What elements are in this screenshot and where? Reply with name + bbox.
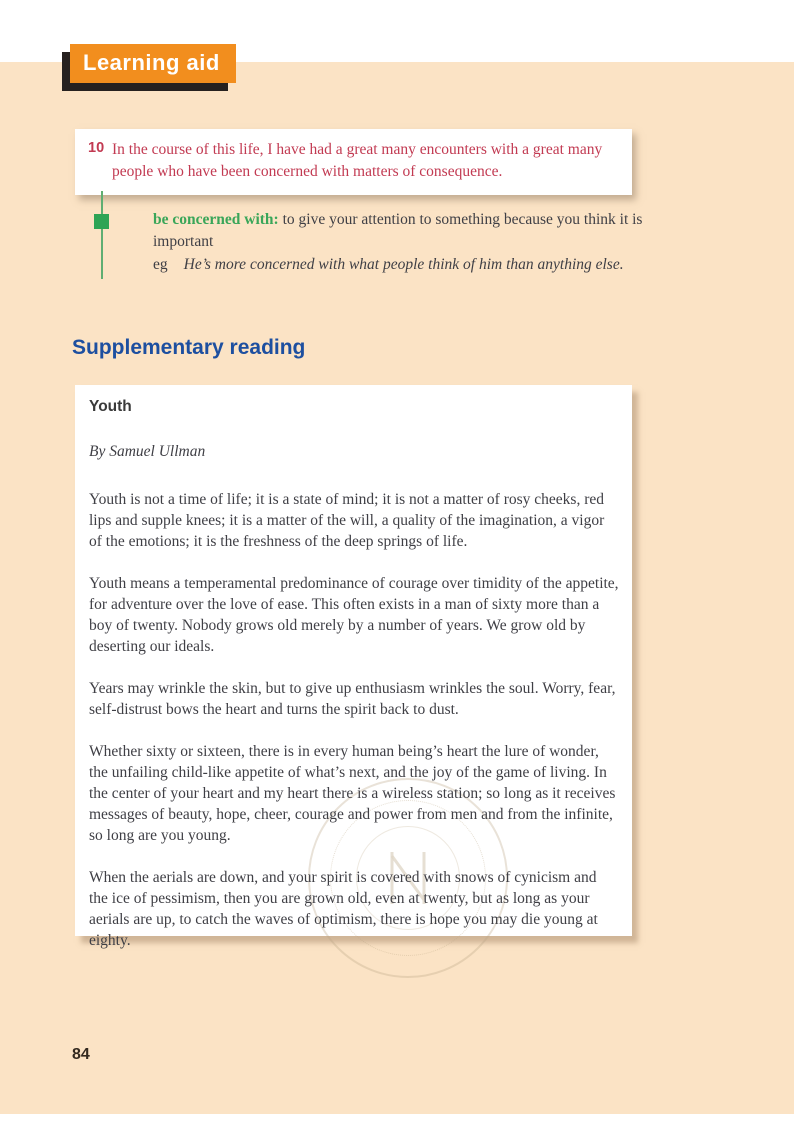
quote-box	[75, 129, 632, 195]
note-example: He’s more concerned with what people think of him than anything else.	[183, 256, 624, 273]
article-title: Youth	[89, 398, 132, 415]
page-number: 84	[72, 1046, 90, 1063]
quote-text: In the course of this life, I have had a great many encounters with a great many people who have been concerned with matters of consequence.	[112, 141, 603, 180]
vocabulary-note	[153, 209, 653, 276]
section-heading: Supplementary reading	[72, 336, 306, 359]
article-paragraph: Whether sixty or sixteen, there is in every human being’s heart the lure of wonder, the unfailing child-like appetite of what’s next, and the joy of the game of living. In the center of your heart and my heart there is a wireless station; so long as it receives messages of beauty, hope, cheer, courage and power from men and from the infinite, so long are you young.	[89, 743, 616, 844]
note-vertical-rule	[101, 191, 103, 279]
note-definition: to give your attention to something because you think it is important	[153, 211, 643, 250]
note-bullet-square	[94, 214, 109, 229]
badge-label: Learning aid	[70, 44, 236, 83]
eg-label: eg	[153, 256, 168, 273]
quote-number: 10	[88, 140, 105, 156]
article-paragraph: Years may wrinkle the skin, but to give up enthusiasm wrinkles the soul. Worry, fear, self-distrust bows the heart and turns the spirit back to dust.	[89, 680, 616, 718]
note-example-line	[153, 254, 653, 276]
article-paragraph: When the aerials are down, and your spirit is covered with snows of cynicism and the ice of pessimism, then you are grown old, even at twenty, but as long as your aerials are up, to catch the waves of optimism, there is hope you may die young at eighty.	[89, 869, 598, 949]
note-definition-line	[153, 209, 653, 253]
note-term: be concerned with:	[153, 211, 279, 228]
article-paragraph: Youth is not a time of life; it is a state of mind; it is not a matter of rosy cheeks, red lips and supple knees; it is a matter of the will, a quality of the imagination, a vigor of the emotions; it is the freshness of the deep springs of life.	[89, 491, 605, 550]
article-paragraph: Youth means a temperamental predominance of courage over timidity of the appetite, for adventure over the love of ease. This often exists in a man of sixty more than a boy of twenty. Nobody grows old merely by a number of years. We grow old by deserting our ideals.	[89, 575, 619, 655]
article-box	[75, 385, 632, 949]
learning-aid-badge	[70, 44, 236, 83]
article-byline: By Samuel Ullman	[89, 443, 206, 460]
